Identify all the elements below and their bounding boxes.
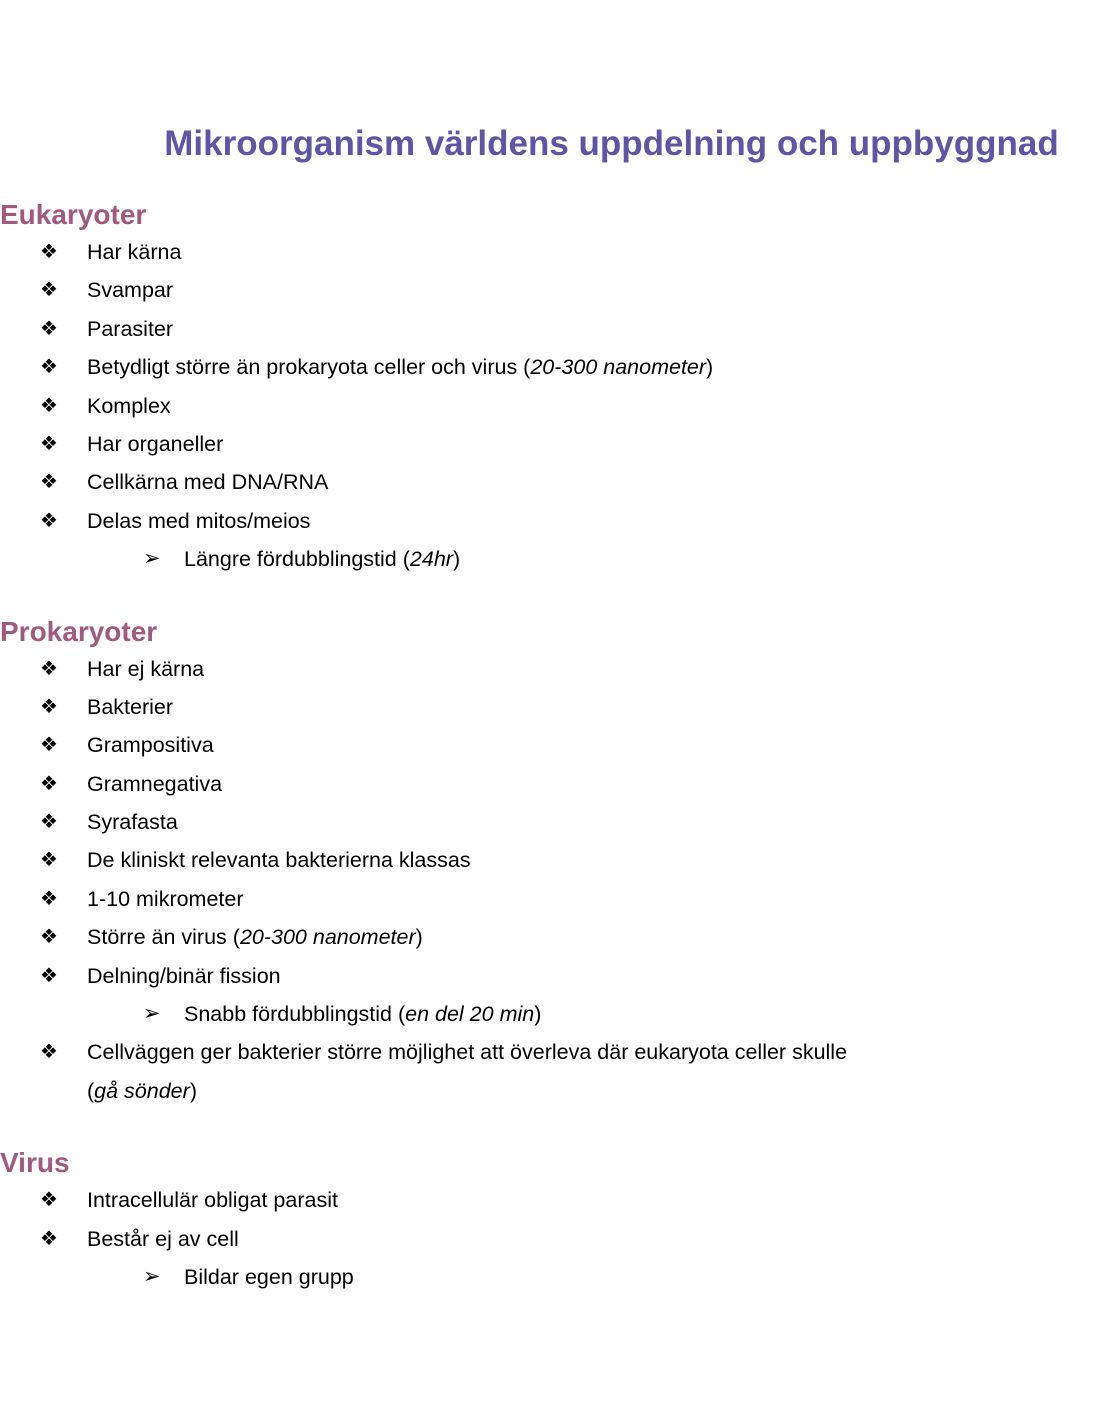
list-item-text (87, 348, 1102, 386)
bullet-list (0, 233, 1102, 579)
arrow-bullet-icon: ➢ (143, 547, 161, 571)
text-line: Har organeller (87, 431, 224, 456)
diamond-bullet-icon: ❖ (40, 1041, 58, 1064)
list-item-text (87, 1181, 1102, 1219)
text-line: Parasiter (87, 316, 174, 341)
text-line: Större än virus (20-300 nanometer) (87, 925, 423, 950)
list-item-text (87, 880, 1102, 918)
text-line: Syrafasta (87, 810, 178, 835)
arrow-bullet-icon: ➢ (143, 1264, 161, 1288)
list-item (0, 540, 1102, 578)
page-title: Mikroorganism världens uppdelning och uppbyggnad (164, 124, 1059, 163)
text-line: Har kärna (87, 240, 182, 264)
document-page (0, 126, 1102, 1426)
list-item (0, 1220, 1102, 1258)
diamond-bullet-icon: ❖ (40, 1227, 58, 1250)
diamond-bullet-icon: ❖ (40, 509, 58, 532)
arrow-bullet-icon: ➢ (143, 1002, 161, 1026)
text-line: Komplex (87, 393, 171, 418)
bullet-list (0, 1181, 1102, 1296)
text-line: Grampositiva (87, 733, 214, 758)
text-line: Cellkärna med DNA/RNA (87, 470, 329, 495)
diamond-bullet-icon: ❖ (40, 356, 58, 379)
list-item-text (87, 271, 1102, 309)
list-item (0, 1258, 1102, 1296)
text-line: Gramnegativa (87, 771, 223, 796)
list-item-text (87, 233, 1102, 271)
list-item-text (87, 726, 1102, 764)
list-item-text (184, 540, 1102, 578)
list-item-text (87, 650, 1102, 688)
text-line: Svampar (87, 278, 174, 303)
list-item (0, 688, 1102, 726)
list-item-text (87, 957, 1102, 995)
diamond-bullet-icon: ❖ (40, 1189, 58, 1212)
diamond-bullet-icon: ❖ (40, 394, 58, 417)
diamond-bullet-icon: ❖ (40, 317, 58, 340)
list-item-text (87, 387, 1102, 425)
list-item (0, 463, 1102, 501)
text-line: Delas med mitos/meios (87, 508, 311, 533)
list-item (0, 425, 1102, 463)
list-item-text (87, 688, 1102, 726)
list-item (0, 765, 1102, 803)
section-heading: Prokaryoter (0, 615, 158, 647)
list-item (0, 918, 1102, 956)
list-item-text (87, 463, 1102, 501)
list-item-text (87, 502, 1102, 540)
list-item-text (87, 841, 1102, 879)
list-item (0, 1033, 1102, 1110)
bullet-list (0, 650, 1102, 1111)
list-item (0, 1181, 1102, 1219)
sections (0, 199, 1102, 1296)
list-item (0, 387, 1102, 425)
list-item (0, 995, 1102, 1033)
diamond-bullet-icon: ❖ (40, 849, 58, 872)
diamond-bullet-icon: ❖ (40, 964, 58, 987)
text-line: De kliniskt relevanta bakterierna klassas (87, 848, 471, 873)
list-item-text (184, 995, 1102, 1033)
text-line: Har ej kärna (87, 656, 205, 681)
list-item (0, 502, 1102, 540)
list-item-text (87, 918, 1102, 956)
list-item (0, 271, 1102, 309)
list-item (0, 726, 1102, 764)
diamond-bullet-icon: ❖ (40, 432, 58, 455)
list-item (0, 650, 1102, 688)
list-item (0, 348, 1102, 386)
diamond-bullet-icon: ❖ (40, 926, 58, 949)
list-item-text (87, 425, 1102, 463)
list-item-text (87, 310, 1102, 348)
diamond-bullet-icon: ❖ (40, 471, 58, 494)
text-line: Består ej av cell (87, 1226, 239, 1251)
list-item-text (87, 803, 1102, 841)
text-line: Betydligt större än prokaryota celler och virus (20-300 nanometer) (87, 355, 714, 380)
list-item-text (87, 765, 1102, 803)
text-line: Cellväggen ger bakterier större möjlighet att överleva där eukaryota celler skulle (87, 1040, 848, 1065)
diamond-bullet-icon: ❖ (40, 734, 58, 757)
text-line: 1-10 mikrometer (87, 886, 244, 911)
list-item (0, 803, 1102, 841)
diamond-bullet-icon: ❖ (40, 279, 58, 302)
list-item (0, 233, 1102, 271)
text-line: (gå sönder) (87, 1078, 197, 1103)
text-line: Snabb fördubblingstid (en del 20 min) (184, 1002, 542, 1027)
text-line: Intracellulär obligat parasit (87, 1188, 338, 1213)
list-item (0, 957, 1102, 995)
list-item-text (184, 1258, 1102, 1296)
section-heading: Virus (0, 1147, 70, 1179)
list-item-text (87, 1220, 1102, 1258)
diamond-bullet-icon: ❖ (40, 811, 58, 834)
list-item (0, 880, 1102, 918)
diamond-bullet-icon: ❖ (40, 772, 58, 795)
list-item-text (87, 1033, 1102, 1110)
text-line: Delning/binär fission (87, 963, 281, 988)
diamond-bullet-icon: ❖ (40, 241, 58, 263)
list-item (0, 310, 1102, 348)
section-heading: Eukaryoter (0, 199, 147, 230)
text-line: Bildar egen grupp (184, 1264, 354, 1289)
text-line: Bakterier (87, 694, 174, 719)
diamond-bullet-icon: ❖ (40, 657, 58, 680)
text-line: Längre fördubblingstid (24hr) (184, 547, 461, 572)
diamond-bullet-icon: ❖ (40, 887, 58, 910)
diamond-bullet-icon: ❖ (40, 695, 58, 718)
list-item (0, 841, 1102, 879)
